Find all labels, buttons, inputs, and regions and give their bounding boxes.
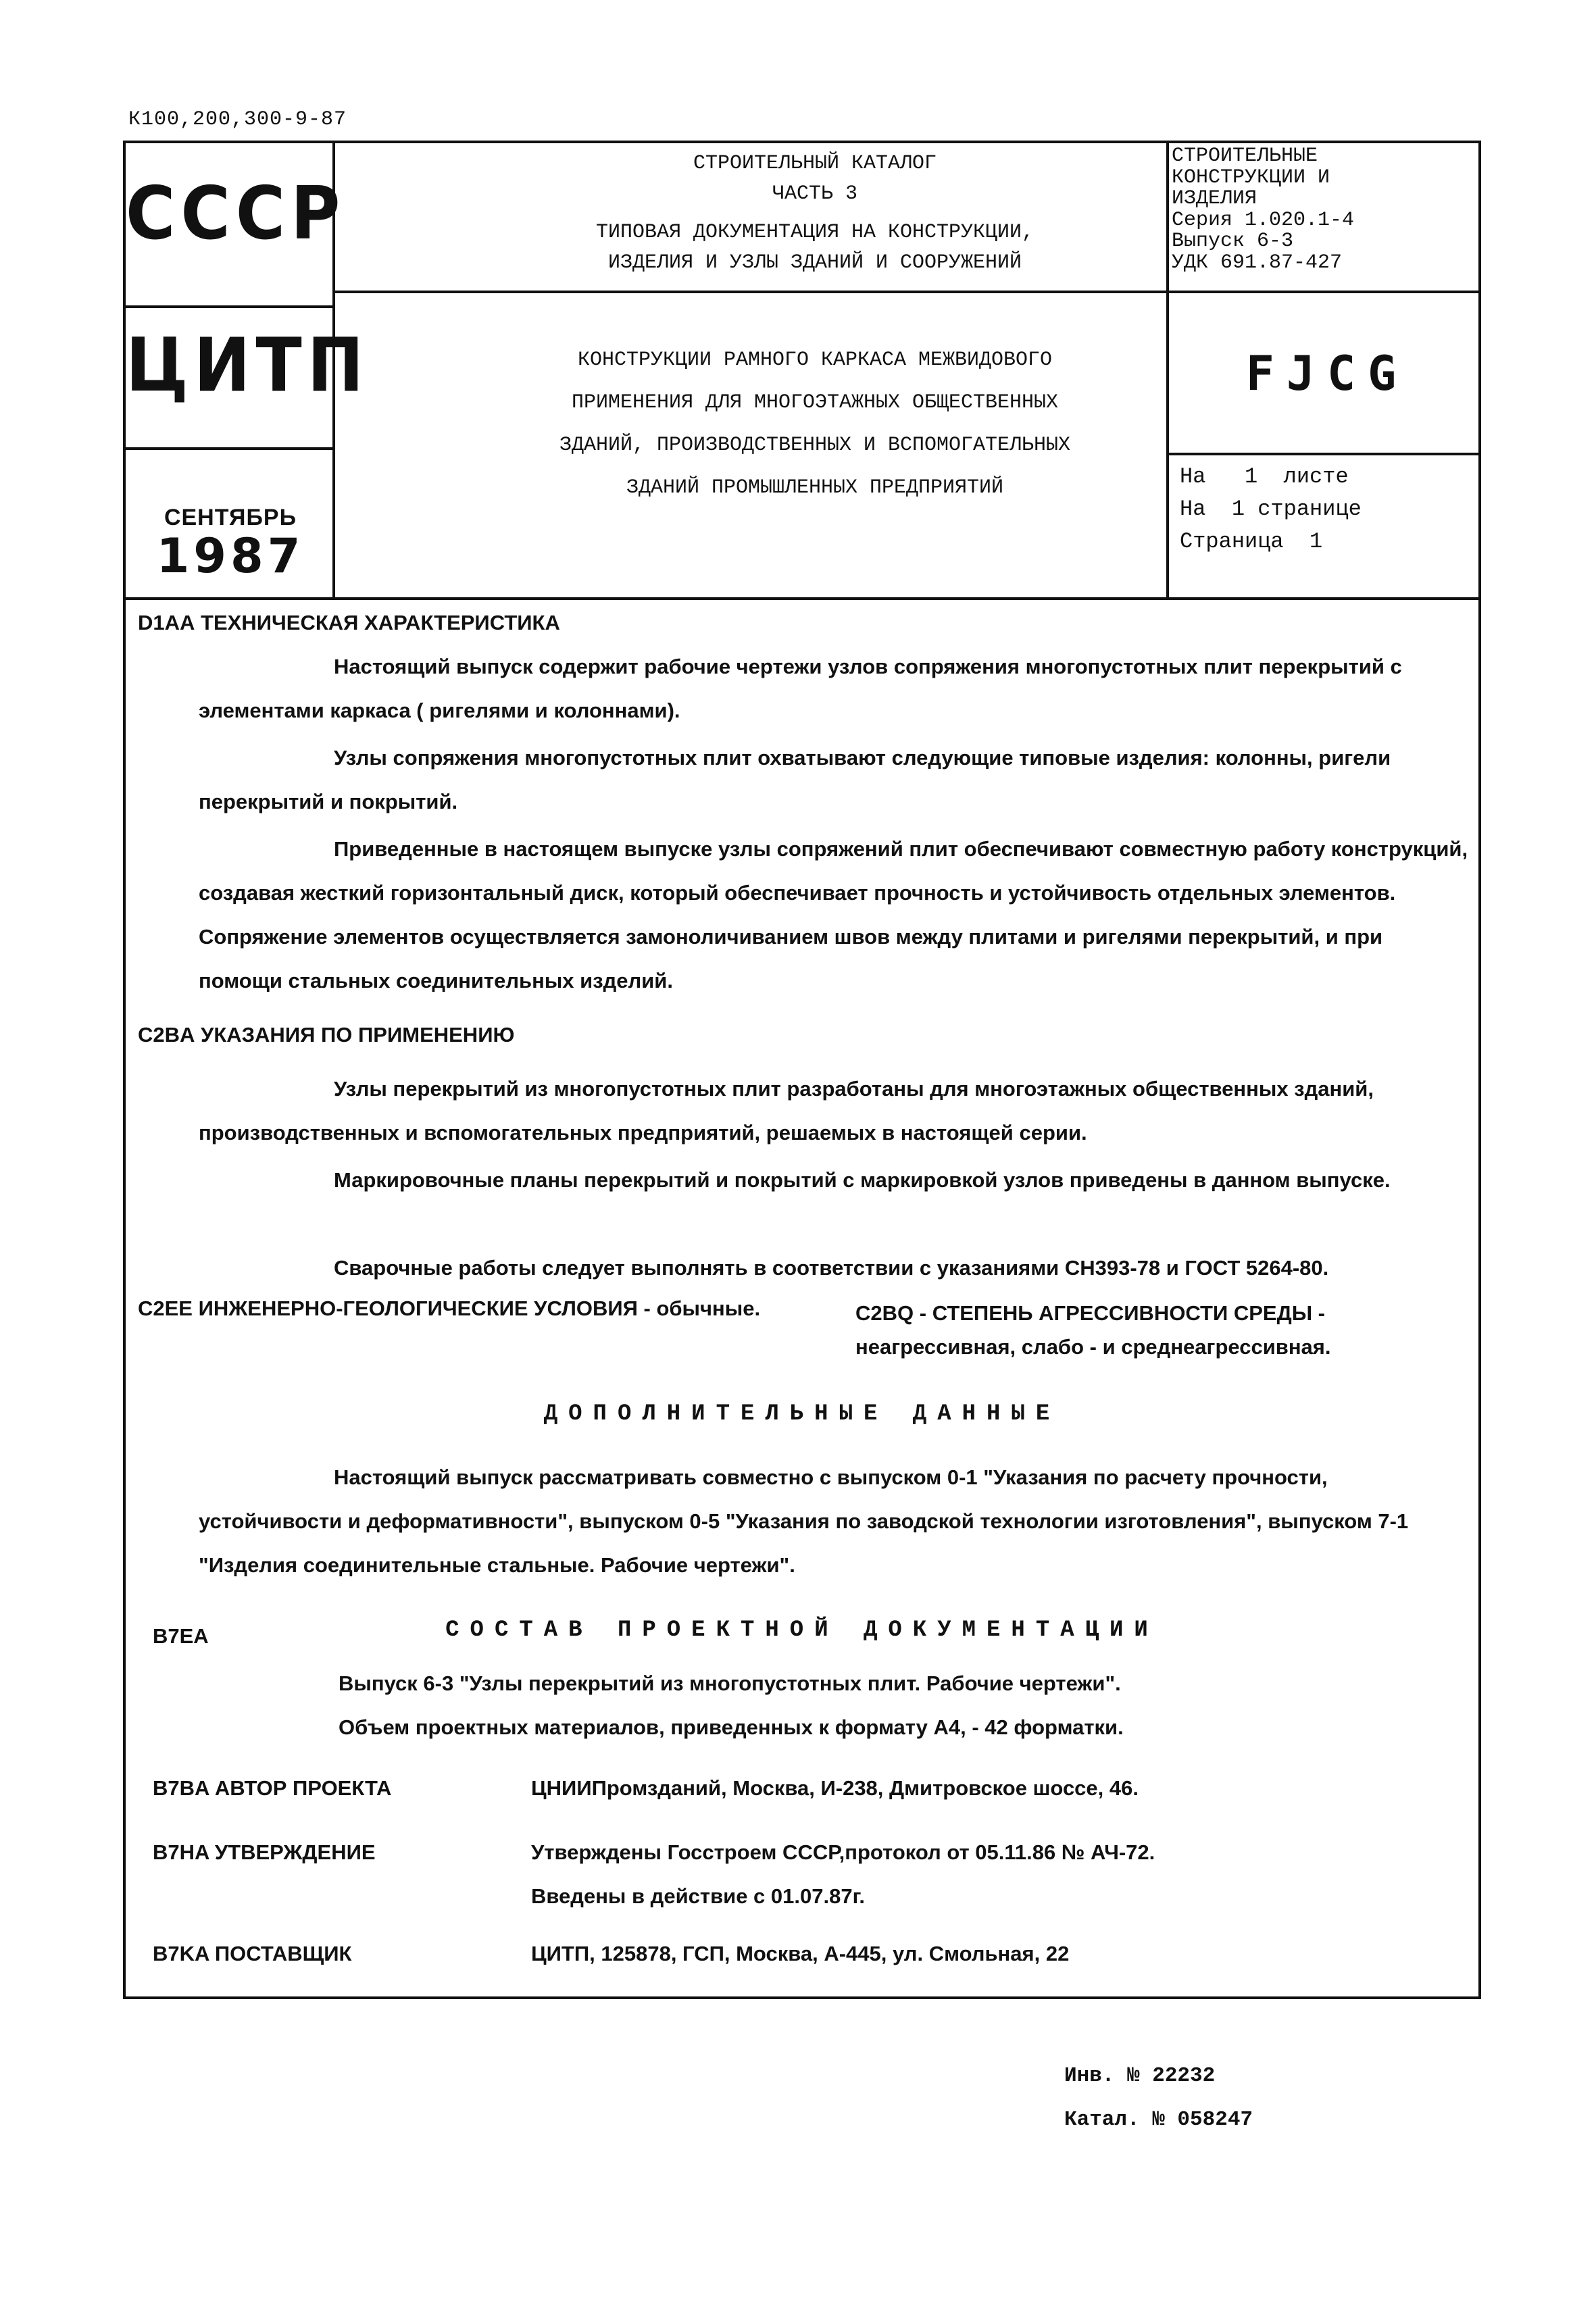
additional-data-title: ДОПОЛНИТЕЛЬНЫЕ ДАННЫЕ bbox=[543, 1401, 1061, 1427]
catalog-title: СТРОИТЕЛЬНЫЙ КАТАЛОГ ЧАСТЬ 3 ТИПОВАЯ ДОКУМЕНТАЦИЯ НА КОНСТРУКЦИИ, ИЗДЕЛИЯ И УЗЛЫ ЗДАНИЙ И СООРУЖЕНИЙ bbox=[595, 152, 1034, 274]
supplier-value: ЦИТП, 125878, ГСП, Москва, А-445, ул. Смольная, 22 bbox=[531, 1942, 1070, 1965]
org-citp: ЦИТП bbox=[126, 322, 370, 409]
section-code: B7EA bbox=[153, 1624, 209, 1648]
paragraph: Настоящий выпуск рассматривать совместно с выпуском 0-1 "Указания по расчету прочности, устойчивости и деформативности", выпуском 0-5 "Указания по заводской технологии изготовления", выпуском 7-1 "Изделия соединительные стальные. Рабочие чертежи". bbox=[199, 1465, 1409, 1577]
approval-value: Утверждены Госстроем СССР,протокол от 05.11.86 № АЧ-72. Введены в действие с 01.07.87г. bbox=[531, 1840, 1155, 1908]
docs-line: Выпуск 6-3 "Узлы перекрытий из многопустотных плит. Рабочие чертежи". bbox=[339, 1671, 1121, 1695]
issue-year: 1987 bbox=[156, 528, 305, 584]
document-body bbox=[123, 597, 1481, 1999]
author-value: ЦНИИПромзданий, Москва, И-238, Дмитровское шоссе, 46. bbox=[531, 1776, 1139, 1800]
docs-line: Объем проектных материалов, приведенных к формату А4, - 42 форматки. bbox=[339, 1715, 1124, 1739]
sheet-count: На 1 листе На 1 странице Страница 1 bbox=[1180, 464, 1362, 554]
inventory-number: Инв. № 22232 bbox=[1064, 2064, 1216, 2088]
series-info: СТРОИТЕЛЬНЫЕ КОНСТРУКЦИИ И ИЗДЕЛИЯ Серия 1.020.1-4 Выпуск 6-3 УДК 691.87-427 bbox=[1172, 145, 1355, 274]
paragraph: Сварочные работы следует выполнять в соответствии с указаниями СН393-78 и ГОСТ 5264-80. bbox=[334, 1256, 1329, 1280]
divider bbox=[126, 447, 332, 450]
paragraph: Настоящий выпуск содержит рабочие чертежи узлов сопряжения многопустотных плит перекрытий с элементами каркаса ( ригелями и колоннами). bbox=[199, 655, 1402, 722]
issue-month: СЕНТЯБРЬ bbox=[164, 505, 297, 530]
supplier-label: B7KA ПОСТАВЩИК bbox=[153, 1942, 352, 1965]
org-ussr: СССР bbox=[126, 170, 346, 256]
divider bbox=[332, 291, 1481, 293]
aggressiveness: C2BQ - СТЕПЕНЬ АГРЕССИВНОСТИ СРЕДЫ - неагрессивная, слабо - и среднеагрессивная. bbox=[855, 1301, 1331, 1359]
section-heading: C2BA УКАЗАНИЯ ПО ПРИМЕНЕНИЮ bbox=[138, 1023, 515, 1047]
divider bbox=[126, 305, 332, 308]
author-label: B7BA АВТОР ПРОЕКТА bbox=[153, 1776, 392, 1800]
project-docs-title: СОСТАВ ПРОЕКТНОЙ ДОКУМЕНТАЦИИ bbox=[445, 1617, 1159, 1643]
section-heading: C2EE ИНЖЕНЕРНО-ГЕОЛОГИЧЕСКИЕ УСЛОВИЯ - обычные. bbox=[138, 1297, 761, 1320]
paragraph: Узлы сопряжения многопустотных плит охватывают следующие типовые изделия: колонны, ригели перекрытий и покрытий. bbox=[199, 746, 1391, 813]
catalog-header bbox=[123, 141, 1481, 600]
paragraph: Узлы перекрытий из многопустотных плит разработаны для многоэтажных общественных зданий, производственных и вспомогательных предприятий, решаемых в настоящей серии. bbox=[199, 1077, 1374, 1145]
paragraph: Приведенные в настоящем выпуске узлы сопряжений плит обеспечивают совместную работу конструкций, создавая жесткий горизонтальный диск, который обеспечивает прочность и устойчивость отдельных элементов. Сопряжение элементов осуществляется замоноличиванием швов между плитами и ригелями перекрытий, и при помощи стальных соединительных изделий. bbox=[199, 837, 1468, 992]
classification-code: FJCG bbox=[1245, 346, 1409, 401]
paragraph: Маркировочные планы перекрытий и покрытий с маркировкой узлов приведены в данном выпуске. bbox=[334, 1168, 1391, 1192]
document-code: К100,200,300-9-87 bbox=[128, 108, 347, 131]
catalog-number: Катал. № 058247 bbox=[1064, 2108, 1253, 2132]
approval-label: B7HA УТВЕРЖДЕНИЕ bbox=[153, 1840, 376, 1864]
series-title: КОНСТРУКЦИИ РАМНОГО КАРКАСА МЕЖВИДОВОГО ПРИМЕНЕНИЯ ДЛЯ МНОГОЭТАЖНЫХ ОБЩЕСТВЕННЫХ ЗДАНИЙ, ПРОИЗВОДСТВЕННЫХ И ВСПОМОГАТЕЛЬНЫХ ЗДАНИЙ ПРОМЫШЛЕННЫХ ПРЕДПРИЯТИЙ bbox=[559, 349, 1071, 499]
section-heading: D1AA ТЕХНИЧЕСКАЯ ХАРАКТЕРИСТИКА bbox=[138, 611, 560, 634]
